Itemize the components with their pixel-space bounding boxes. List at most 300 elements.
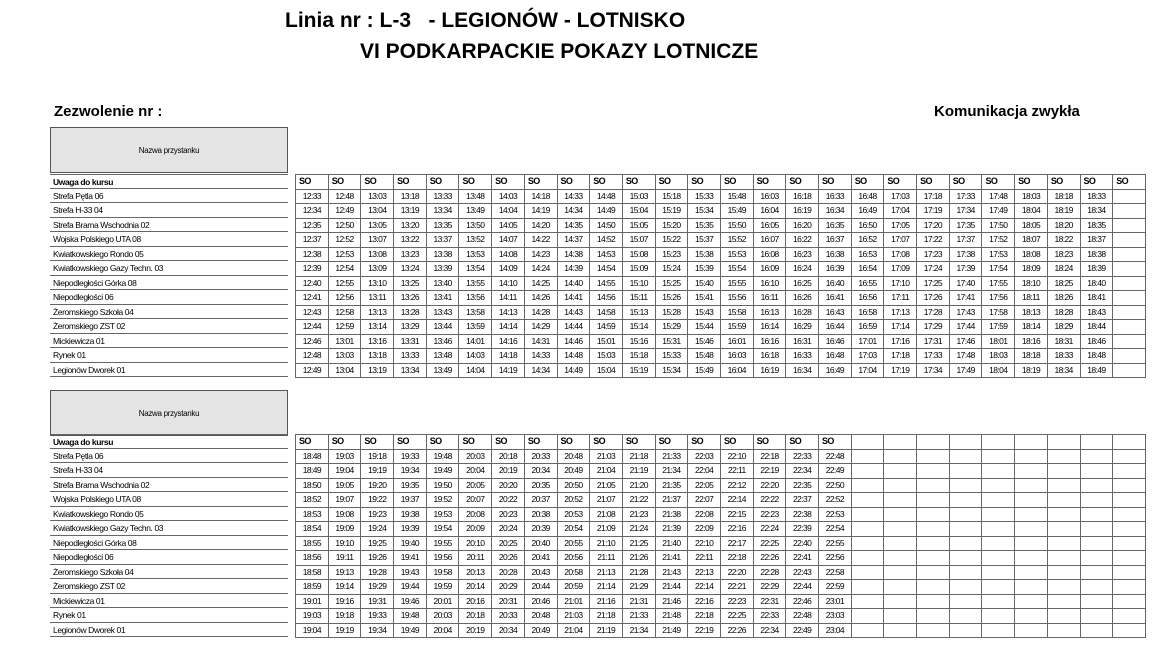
time-cell: 17:34 (949, 204, 982, 219)
time-cell: 12:44 (296, 320, 329, 335)
time-cell: 19:50 (426, 478, 459, 493)
time-cell (1047, 464, 1080, 479)
time-cell (1047, 449, 1080, 464)
time-cell (851, 464, 884, 479)
time-cell: 15:13 (622, 305, 655, 320)
course-header-cell: SO (655, 175, 688, 190)
time-cell: 14:41 (557, 291, 590, 306)
time-cell: 18:19 (1047, 204, 1080, 219)
time-cell (1113, 320, 1146, 335)
time-cell: 18:03 (1015, 189, 1048, 204)
time-cell: 19:34 (394, 464, 427, 479)
time-cell: 19:25 (361, 536, 394, 551)
time-cell: 18:25 (1047, 276, 1080, 291)
course-header-cell: SO (622, 175, 655, 190)
time-cell: 14:05 (492, 218, 525, 233)
time-cell: 12:34 (296, 204, 329, 219)
time-cell: 19:41 (394, 551, 427, 566)
time-cell: 21:39 (655, 522, 688, 537)
time-cell (982, 449, 1015, 464)
time-cell: 22:18 (720, 551, 753, 566)
time-cell (1113, 291, 1146, 306)
time-cell (982, 551, 1015, 566)
time-cell: 14:22 (524, 233, 557, 248)
time-cell: 22:55 (819, 536, 852, 551)
time-cell: 23:04 (819, 623, 852, 638)
time-cell: 16:59 (851, 320, 884, 335)
time-cell (949, 565, 982, 580)
time-cell: 18:19 (1015, 363, 1048, 378)
course-header-cell: SO (1080, 175, 1113, 190)
time-cell (917, 464, 950, 479)
time-cell (851, 478, 884, 493)
time-cell: 17:04 (851, 363, 884, 378)
time-cell: 15:38 (688, 247, 721, 262)
time-cell: 20:16 (459, 594, 492, 609)
time-cell (917, 565, 950, 580)
time-cell: 18:26 (1047, 291, 1080, 306)
time-cell: 18:01 (982, 334, 1015, 349)
time-cell: 19:35 (394, 478, 427, 493)
time-cell: 17:04 (884, 204, 917, 219)
course-header-cell: SO (524, 435, 557, 450)
time-cell: 13:39 (426, 262, 459, 277)
time-cell: 14:18 (492, 349, 525, 364)
course-header-cell (1047, 435, 1080, 450)
stop-name: Legionów Dworek 01 (50, 623, 288, 638)
stop-labels-table1 (50, 174, 288, 377)
time-cell: 20:40 (524, 536, 557, 551)
time-cell: 12:55 (328, 276, 361, 291)
time-cell (917, 493, 950, 508)
time-cell (949, 580, 982, 595)
time-cell: 16:07 (753, 233, 786, 248)
time-cell: 19:08 (328, 507, 361, 522)
time-cell: 18:39 (1080, 262, 1113, 277)
course-header-cell: SO (1047, 175, 1080, 190)
time-cell: 17:54 (982, 262, 1015, 277)
time-cell: 17:25 (917, 276, 950, 291)
time-cell: 16:11 (753, 291, 786, 306)
time-cell: 22:58 (819, 565, 852, 580)
table-row (296, 551, 1146, 566)
time-cell: 15:28 (655, 305, 688, 320)
time-cell (1113, 507, 1146, 522)
time-cell: 12:33 (296, 189, 329, 204)
time-cell: 18:28 (1047, 305, 1080, 320)
time-cell: 15:07 (622, 233, 655, 248)
time-cell: 14:14 (492, 320, 525, 335)
time-cell (917, 623, 950, 638)
stop-name: Żeromskiego Szkoła 04 (50, 565, 288, 580)
table-row (296, 623, 1146, 638)
stop-name: Strefa Pętla 06 (50, 449, 288, 464)
time-cell: 21:14 (590, 580, 623, 595)
course-note-label: Uwaga do kursu (50, 174, 288, 189)
time-cell: 18:14 (1015, 320, 1048, 335)
time-cell: 20:05 (459, 478, 492, 493)
time-cell: 20:55 (557, 536, 590, 551)
time-cell: 13:46 (426, 334, 459, 349)
course-header-cell: SO (394, 435, 427, 450)
time-cell: 21:10 (590, 536, 623, 551)
time-cell (1047, 507, 1080, 522)
time-cell: 14:34 (557, 204, 590, 219)
time-cell: 13:35 (426, 218, 459, 233)
time-cell: 14:23 (524, 247, 557, 262)
time-cell (1047, 522, 1080, 537)
time-cell: 20:22 (492, 493, 525, 508)
time-cell: 14:03 (492, 189, 525, 204)
time-cell: 13:44 (426, 320, 459, 335)
communication-label: Komunikacja zwykła (934, 103, 1080, 120)
time-cell: 18:03 (982, 349, 1015, 364)
time-cell: 14:19 (524, 204, 557, 219)
time-cell: 13:59 (459, 320, 492, 335)
table-row (296, 334, 1146, 349)
time-cell: 14:39 (557, 262, 590, 277)
time-cell: 14:24 (524, 262, 557, 277)
time-cell: 17:37 (949, 233, 982, 248)
time-cell (1015, 609, 1048, 624)
time-cell (917, 449, 950, 464)
time-cell: 19:56 (426, 551, 459, 566)
time-cell: 14:48 (557, 349, 590, 364)
time-cell: 19:19 (361, 464, 394, 479)
time-cell (1047, 536, 1080, 551)
time-cell: 19:49 (394, 623, 427, 638)
time-cell: 15:49 (720, 204, 753, 219)
time-cell: 15:04 (590, 363, 623, 378)
time-cell: 18:13 (1015, 305, 1048, 320)
timetable-1 (295, 174, 1146, 378)
time-cell: 17:26 (917, 291, 950, 306)
time-cell: 15:43 (688, 305, 721, 320)
time-cell: 17:19 (917, 204, 950, 219)
time-cell (917, 536, 950, 551)
time-cell: 14:58 (590, 305, 623, 320)
time-cell: 18:20 (1047, 218, 1080, 233)
time-cell (1113, 478, 1146, 493)
time-cell: 14:26 (524, 291, 557, 306)
time-cell (1047, 609, 1080, 624)
time-cell (1113, 247, 1146, 262)
time-cell: 16:18 (786, 189, 819, 204)
time-cell: 21:19 (622, 464, 655, 479)
time-cell: 22:44 (786, 580, 819, 595)
time-cell: 15:18 (622, 349, 655, 364)
time-cell: 19:39 (394, 522, 427, 537)
time-cell: 14:44 (557, 320, 590, 335)
time-cell: 17:03 (884, 189, 917, 204)
course-header-cell: SO (426, 435, 459, 450)
time-cell: 22:33 (786, 449, 819, 464)
time-cell: 22:09 (688, 522, 721, 537)
time-cell: 15:34 (655, 363, 688, 378)
time-cell: 22:38 (786, 507, 819, 522)
time-cell (884, 536, 917, 551)
table-row (296, 493, 1146, 508)
time-cell (1015, 507, 1048, 522)
stop-name: Niepodległości Górka 08 (50, 536, 288, 551)
time-cell: 14:18 (524, 189, 557, 204)
time-cell: 13:07 (361, 233, 394, 248)
time-cell: 19:33 (394, 449, 427, 464)
time-cell (1015, 594, 1048, 609)
course-header-cell: SO (622, 435, 655, 450)
time-cell (851, 594, 884, 609)
time-cell: 17:07 (884, 233, 917, 248)
time-cell: 12:48 (296, 349, 329, 364)
time-cell (1015, 623, 1048, 638)
time-cell: 22:18 (688, 609, 721, 624)
time-cell (851, 536, 884, 551)
time-cell (884, 449, 917, 464)
time-cell (1015, 449, 1048, 464)
time-cell: 13:33 (394, 349, 427, 364)
time-cell: 14:13 (492, 305, 525, 320)
time-cell: 19:46 (394, 594, 427, 609)
course-header-cell: SO (688, 435, 721, 450)
time-cell: 15:33 (655, 349, 688, 364)
time-cell: 16:26 (786, 291, 819, 306)
time-cell (1080, 609, 1113, 624)
time-cell: 22:56 (819, 551, 852, 566)
time-cell: 22:19 (753, 464, 786, 479)
time-cell (851, 580, 884, 595)
course-header-cell: SO (786, 435, 819, 450)
time-cell (1047, 478, 1080, 493)
stop-labels-table2 (50, 434, 288, 637)
time-cell (1113, 609, 1146, 624)
stop-name: Niepodległości Górka 08 (50, 276, 288, 291)
time-cell: 16:58 (851, 305, 884, 320)
time-cell: 16:39 (819, 262, 852, 277)
time-cell: 18:33 (1080, 189, 1113, 204)
time-cell: 15:05 (622, 218, 655, 233)
time-cell: 19:43 (394, 565, 427, 580)
time-cell: 21:01 (557, 594, 590, 609)
time-cell (884, 580, 917, 595)
time-cell: 12:56 (328, 291, 361, 306)
time-cell: 12:54 (328, 262, 361, 277)
time-cell (884, 522, 917, 537)
time-cell: 18:48 (296, 449, 329, 464)
time-cell: 15:50 (720, 218, 753, 233)
time-cell: 16:35 (819, 218, 852, 233)
time-cell: 19:52 (426, 493, 459, 508)
time-cell (1080, 449, 1113, 464)
time-cell: 17:58 (982, 305, 1015, 320)
time-cell: 17:33 (917, 349, 950, 364)
time-cell: 13:52 (459, 233, 492, 248)
course-header-cell: SO (917, 175, 950, 190)
time-cell: 22:20 (753, 478, 786, 493)
course-header-cell: SO (819, 435, 852, 450)
table-row (296, 276, 1146, 291)
time-cell (1047, 623, 1080, 638)
time-cell (917, 522, 950, 537)
time-cell: 13:18 (361, 349, 394, 364)
time-cell (1080, 594, 1113, 609)
time-cell (982, 522, 1015, 537)
stop-name: Mickiewicza 01 (50, 334, 288, 349)
time-cell: 21:46 (655, 594, 688, 609)
time-cell: 18:53 (296, 507, 329, 522)
stop-name: Mickiewicza 01 (50, 594, 288, 609)
time-cell: 22:24 (753, 522, 786, 537)
time-cell: 15:48 (720, 189, 753, 204)
time-cell: 20:56 (557, 551, 590, 566)
time-cell: 19:49 (426, 464, 459, 479)
course-header-cell: SO (492, 175, 525, 190)
time-cell (1113, 464, 1146, 479)
course-header-cell: SO (1113, 175, 1146, 190)
time-cell: 20:48 (557, 449, 590, 464)
time-cell: 16:54 (851, 262, 884, 277)
time-cell (949, 493, 982, 508)
time-cell: 15:20 (655, 218, 688, 233)
time-cell (1047, 565, 1080, 580)
time-cell (949, 536, 982, 551)
course-header-cell: SO (720, 435, 753, 450)
table-row (296, 580, 1146, 595)
time-cell: 22:59 (819, 580, 852, 595)
table-row (296, 363, 1146, 378)
time-cell (1113, 276, 1146, 291)
time-cell: 22:40 (786, 536, 819, 551)
time-cell: 15:19 (622, 363, 655, 378)
time-cell (917, 580, 950, 595)
time-cell: 19:04 (296, 623, 329, 638)
time-cell: 17:59 (982, 320, 1015, 335)
time-cell: 12:49 (328, 204, 361, 219)
time-cell: 16:04 (720, 363, 753, 378)
time-cell (917, 507, 950, 522)
time-cell: 21:35 (655, 478, 688, 493)
time-cell: 22:03 (688, 449, 721, 464)
time-cell: 16:20 (786, 218, 819, 233)
time-cell: 20:11 (459, 551, 492, 566)
time-cell: 21:03 (557, 609, 590, 624)
time-cell: 20:03 (426, 609, 459, 624)
time-cell: 16:16 (753, 334, 786, 349)
time-cell (884, 551, 917, 566)
time-cell: 18:18 (1015, 349, 1048, 364)
time-cell (1113, 493, 1146, 508)
time-cell: 18:34 (1047, 363, 1080, 378)
time-cell: 22:23 (720, 594, 753, 609)
time-cell: 19:29 (361, 580, 394, 595)
time-cell: 19:18 (328, 609, 361, 624)
table-row (296, 449, 1146, 464)
time-cell (982, 464, 1015, 479)
time-cell: 12:48 (328, 189, 361, 204)
time-cell: 22:48 (786, 609, 819, 624)
time-cell: 20:58 (557, 565, 590, 580)
time-cell: 19:26 (361, 551, 394, 566)
time-cell: 17:19 (884, 363, 917, 378)
time-cell: 21:05 (590, 478, 623, 493)
time-cell: 22:28 (753, 565, 786, 580)
time-cell: 22:14 (720, 493, 753, 508)
time-cell: 17:43 (949, 305, 982, 320)
time-cell (982, 623, 1015, 638)
table-row (296, 594, 1146, 609)
time-cell: 14:25 (524, 276, 557, 291)
time-cell: 17:16 (884, 334, 917, 349)
time-cell: 17:22 (917, 233, 950, 248)
time-cell: 16:43 (819, 305, 852, 320)
course-header-cell: SO (328, 175, 361, 190)
time-cell: 15:19 (655, 204, 688, 219)
time-cell: 19:48 (394, 609, 427, 624)
time-cell: 15:01 (590, 334, 623, 349)
time-cell: 13:56 (459, 291, 492, 306)
time-cell: 13:26 (394, 291, 427, 306)
time-cell: 22:17 (720, 536, 753, 551)
time-cell: 14:09 (492, 262, 525, 277)
time-cell: 14:43 (557, 305, 590, 320)
time-cell (982, 478, 1015, 493)
time-cell: 13:50 (459, 218, 492, 233)
time-cell: 16:56 (851, 291, 884, 306)
time-cell (1015, 522, 1048, 537)
time-cell (1047, 594, 1080, 609)
time-cell (1113, 449, 1146, 464)
time-cell: 14:20 (524, 218, 557, 233)
time-cell: 13:48 (426, 349, 459, 364)
time-cell: 14:38 (557, 247, 590, 262)
time-cell: 20:03 (459, 449, 492, 464)
time-cell: 14:37 (557, 233, 590, 248)
time-cell: 18:34 (1080, 204, 1113, 219)
time-cell: 20:44 (524, 580, 557, 595)
course-header-cell: SO (949, 175, 982, 190)
time-cell: 13:03 (328, 349, 361, 364)
time-cell: 20:25 (492, 536, 525, 551)
time-cell: 15:37 (688, 233, 721, 248)
time-cell: 15:39 (688, 262, 721, 277)
time-cell (884, 464, 917, 479)
time-cell: 15:03 (622, 189, 655, 204)
stop-name: Rynek 01 (50, 608, 288, 623)
time-cell: 14:04 (492, 204, 525, 219)
time-cell: 16:03 (720, 349, 753, 364)
stop-name: Kwiatkowskiego Gazy Techn. 03 (50, 521, 288, 536)
time-cell: 17:18 (917, 189, 950, 204)
time-cell: 15:03 (590, 349, 623, 364)
time-cell: 15:16 (622, 334, 655, 349)
time-cell: 17:18 (884, 349, 917, 364)
time-cell: 16:25 (786, 276, 819, 291)
time-cell: 15:56 (720, 291, 753, 306)
time-cell: 17:03 (851, 349, 884, 364)
time-cell: 14:03 (459, 349, 492, 364)
time-cell: 21:38 (655, 507, 688, 522)
time-cell: 19:19 (328, 623, 361, 638)
time-cell: 19:58 (426, 565, 459, 580)
table-row (296, 233, 1146, 248)
time-cell: 22:26 (720, 623, 753, 638)
time-cell: 17:29 (917, 320, 950, 335)
stop-name: Strefa Brama Wschodnia 02 (50, 478, 288, 493)
time-cell: 22:34 (753, 623, 786, 638)
time-cell: 22:35 (786, 478, 819, 493)
time-cell: 14:55 (590, 276, 623, 291)
course-header-cell: SO (361, 175, 394, 190)
time-cell: 17:49 (982, 204, 1015, 219)
